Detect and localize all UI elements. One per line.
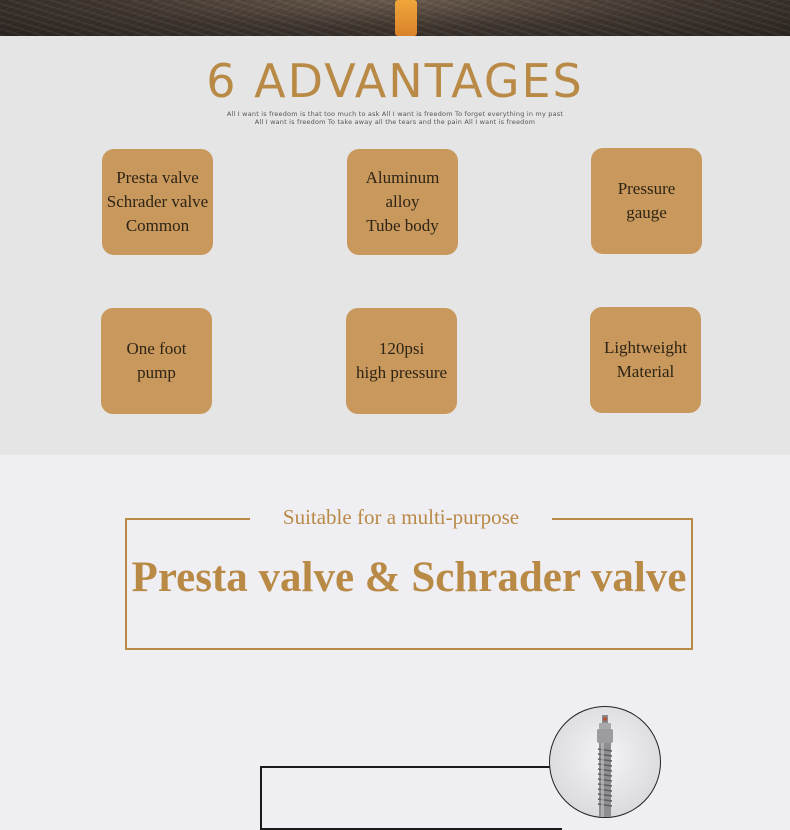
advantages-subtitle-line1: All I want is freedom is that too much to ask All I want is freedom To forget everything in my past	[226, 110, 564, 118]
advantage-card-foot-pump	[101, 308, 212, 414]
advantage-card-lightweight	[590, 307, 701, 413]
advantage-card-text: Lightweight Material	[603, 338, 688, 381]
advantage-card-text: Pressure gauge	[617, 179, 676, 222]
advantages-subtitle-line2: All I want is freedom To take away all the tears and the pain All I want is freedom	[254, 118, 536, 126]
valve-detail-box	[260, 766, 562, 830]
purpose-title: Presta valve & Schrader valve	[131, 554, 687, 601]
valve-drawing	[550, 707, 660, 817]
purpose-subtitle: Suitable for a multi-purpose	[282, 505, 520, 529]
advantage-card-text: 120psi high pressure	[355, 339, 448, 382]
road-center-line	[395, 0, 417, 36]
advantage-card-aluminum	[347, 149, 458, 255]
advantage-card-text: Presta valve Schrader valve Common	[106, 168, 209, 235]
advantage-card-text: One foot pump	[126, 339, 187, 382]
advantage-card-gauge	[591, 148, 702, 254]
presta-valve-icon	[549, 706, 661, 818]
advantage-card-text: Aluminum alloy Tube body	[365, 168, 440, 235]
advantages-section	[0, 36, 790, 454]
advantage-card-valves	[102, 149, 213, 255]
advantages-title: 6 ADVANTAGES	[206, 54, 584, 108]
section-divider	[0, 454, 790, 455]
hero-road-banner	[0, 0, 790, 36]
advantage-card-high-pressure	[346, 308, 457, 414]
